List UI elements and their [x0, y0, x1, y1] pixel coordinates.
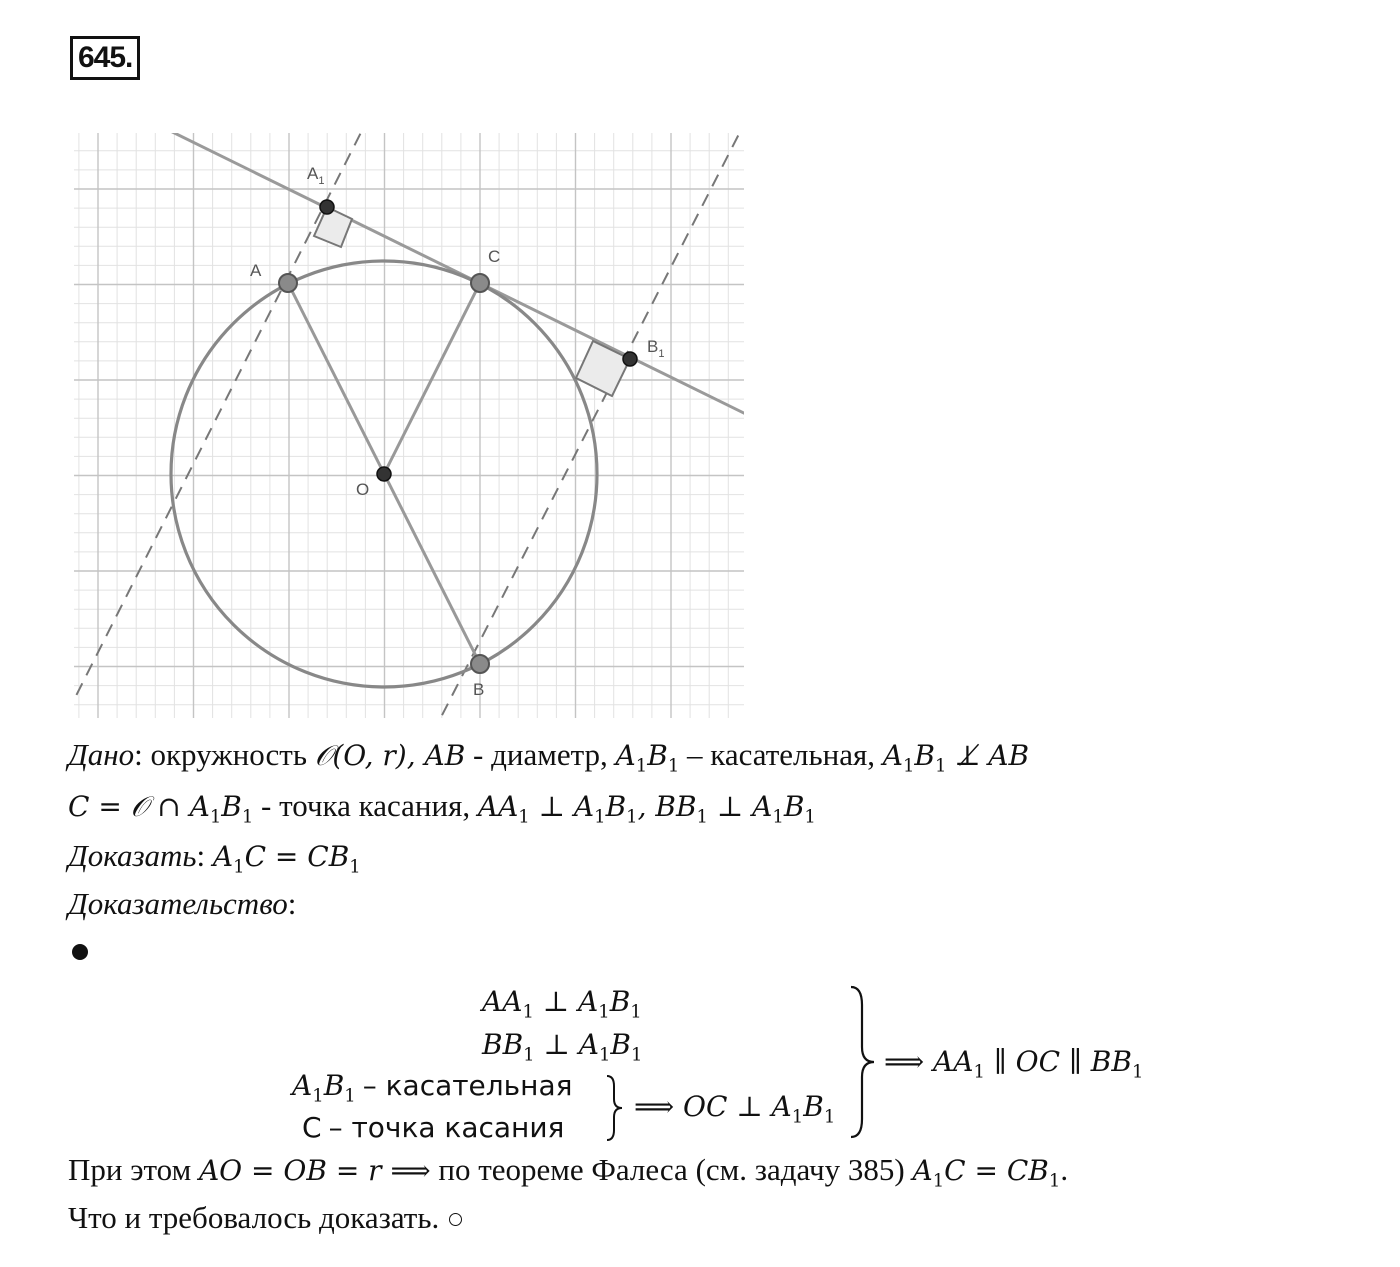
given-line-1: Дано: окружность 𝒪(O, r), AB - диаметр, $A_1B_1$ – касательная, $A_1B_1$ ⊥̸ AB	[68, 737, 1030, 777]
problem-number: 645.	[70, 36, 140, 80]
point-a1	[320, 200, 334, 214]
label-a: A	[250, 261, 262, 280]
system-row-1: $AA_1$ ⊥ $A_1B_1$	[482, 985, 642, 1023]
label-o: O	[356, 480, 370, 499]
point-a	[279, 274, 297, 292]
system-inner-result: ⟹ OC ⊥ $A_1B_1$	[634, 1090, 836, 1128]
system-outer-result: ⟹ $AA_1$ ∥ OC ∥ $BB_1$	[884, 1045, 1144, 1083]
tangent-line	[150, 121, 760, 421]
point-b1	[623, 352, 637, 366]
end-of-proof-mark	[449, 1213, 462, 1226]
geometry-figure	[0, 0, 760, 720]
grid-minor-lines	[60, 113, 760, 720]
prove-line: Доказать: $A_1C = CB_1$	[68, 838, 361, 878]
outer-brace	[848, 985, 878, 1140]
point-b	[471, 655, 489, 673]
proof-heading: Доказательство:	[68, 886, 297, 921]
label-c: C	[488, 247, 501, 266]
conclusion-line-2: Что и требовалось доказать.	[68, 1198, 462, 1238]
label-b: B	[473, 680, 485, 699]
bullet	[72, 944, 88, 960]
system-row-3: $A_1B_1$ – касательная	[292, 1069, 573, 1107]
label-b1: $B_1$	[647, 337, 665, 360]
label-a1: $A_1$	[307, 164, 325, 187]
right-angle-mark-b1	[576, 341, 630, 396]
inner-brace	[604, 1074, 626, 1142]
point-c	[471, 274, 489, 292]
system-row-2: $BB_1$ ⊥ $A_1B_1$	[482, 1028, 643, 1066]
given-line-2: C = 𝒪 ∩ $A_1B_1$ - точка касания, $AA_1$ ⊥ $A_1B_1$, $BB_1$ ⊥ $A_1B_1$	[68, 788, 816, 828]
system-row-4: C – точка касания	[302, 1111, 565, 1144]
segment-oc	[384, 283, 480, 474]
conclusion-line-1: При этом AO = OB = r ⟹ по теореме Фалеса (см. задачу 385) $A_1C = CB_1$.	[68, 1152, 1069, 1192]
point-o	[377, 467, 391, 481]
